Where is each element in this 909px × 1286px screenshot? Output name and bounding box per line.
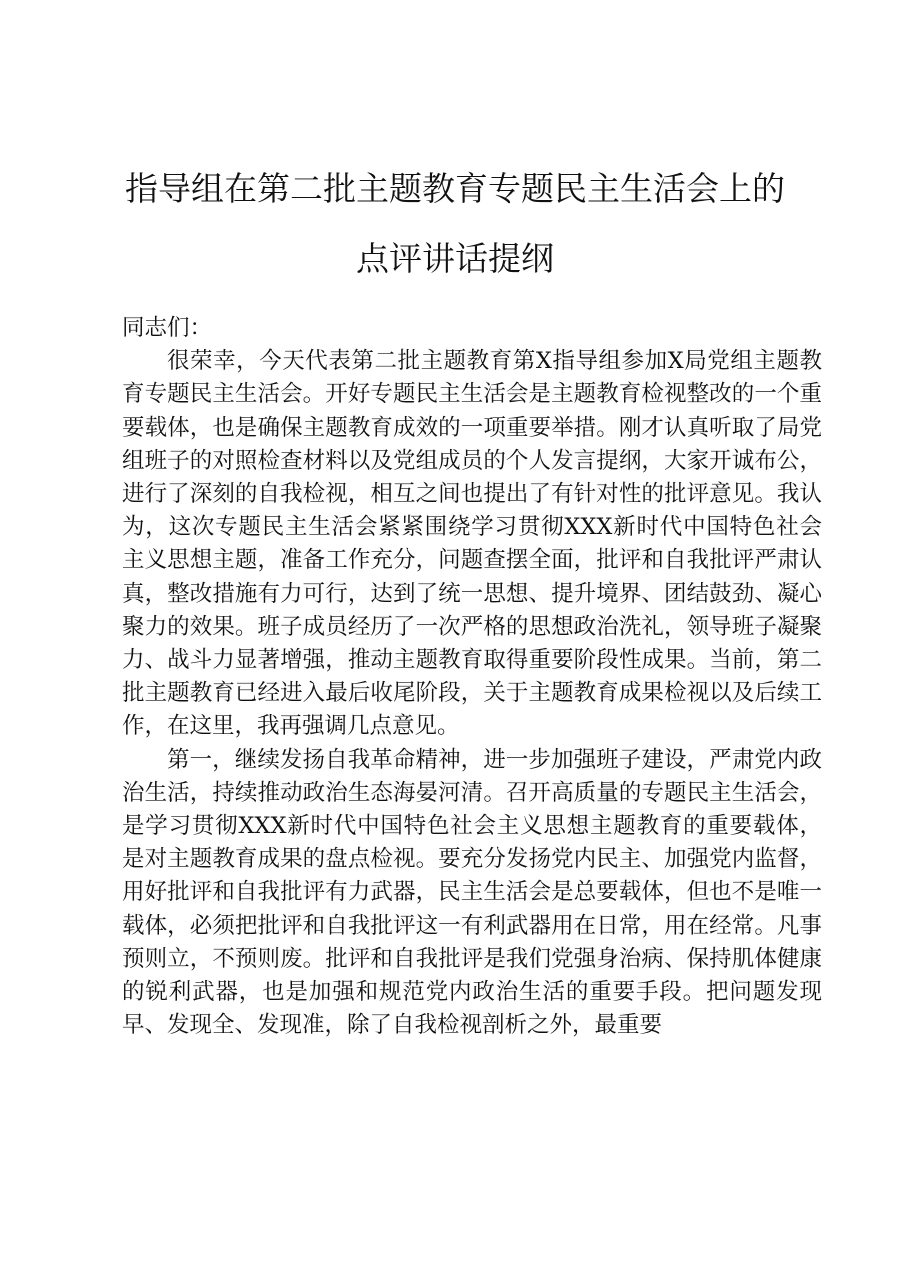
document-title-line-1: 指导组在第二批主题教育专题民主生活会上的 bbox=[125, 169, 785, 208]
paragraph-1: 很荣幸，今天代表第二批主题教育第X指导组参加X局党组主题教育专题民主生活会。开好专题民主生活会是主题教育检视整改的一个重要载体，也是确保主题教育成效的一项重要举措。刚才认真听取了局党组班子的对照检查材料以及党组成员的个人发言提纲，大家开诚布公，进行了深刻的自我检视，相互之间也提出了有针对性的批评意见。我认为，这次专题民主生活会紧紧围绕学习贯彻XXX新时代中国特色社会主义思想主题，准备工作充分，问题查摆全面，批评和自我批评严肃认真，整改措施有力可行，达到了统一思想、提升境界、团结鼓劲、凝心聚力的效果。班子成员经历了一次严格的思想政治洗礼，领导班子凝聚力、战斗力显著增强，推动主题教育取得重要阶段性成果。当前，第二批主题教育已经进入最后收尾阶段，关于主题教育成果检视以及后续工作，在这里，我再强调几点意见。 bbox=[122, 348, 822, 740]
document-title-line-2: 点评讲话提纲 bbox=[356, 239, 554, 278]
paragraph-2: 第一，继续发扬自我革命精神，进一步加强班子建设，严肃党内政治生活，持续推动政治生态海晏河清。召开高质量的专题民主生活会，是学习贯彻XXX新时代中国特色社会主义思想主题教育的重要载体，是对主题教育成果的盘点检视。要充分发扬党内民主、加强党内监督，用好批评和自我批评有力武器，民主生活会是总要载体，但也不是唯一载体，必须把批评和自我批评这一有利武器用在日常，用在经常。凡事预则立，不预则废。批评和自我批评是我们党强身治病、保持肌体健康的锐利武器，也是加强和规范党内政治生活的重要手段。把问题发现早、发现全、发现准，除了自我检视剖析之外，最重要 bbox=[122, 746, 822, 1039]
salutation: 同志们： bbox=[122, 315, 213, 341]
document-body bbox=[122, 312, 822, 1042]
